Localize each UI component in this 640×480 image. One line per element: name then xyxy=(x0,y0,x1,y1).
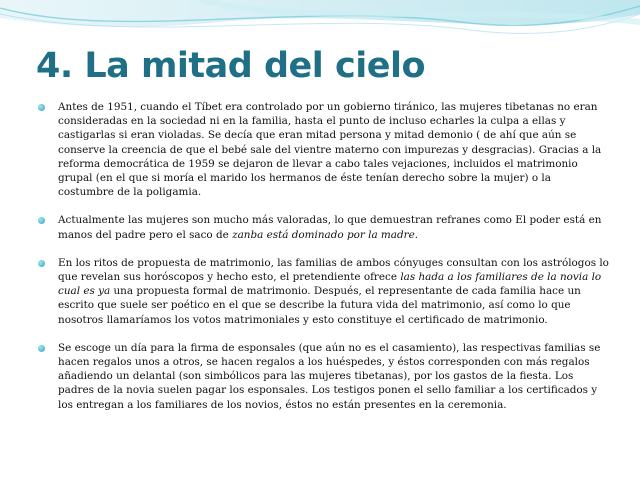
bullet-icon xyxy=(38,217,45,224)
bullet-icon xyxy=(38,104,45,111)
bullet-text: En los ritos de propuesta de matrimonio, las familias de ambos cónyuges consultan con los astrólogos lo que revelan sus horóscopos y hecho esto, el pretendiente ofrece xyxy=(58,256,609,284)
bullet-text: Actualmente las mujeres son mucho más valoradas, lo que demuestran refranes como El poder está en manos del padre pero el saco de xyxy=(58,214,602,241)
slide-title: 4. La mitad del cielo xyxy=(36,46,425,86)
bullet-text-italic: zanba está dominado por la madre. xyxy=(232,228,419,241)
bullet-item xyxy=(38,341,610,412)
bullet-text-italic: las hada a los familiares de la novia lo cual es ya xyxy=(58,271,602,298)
bullet-text: una propuesta formal de matrimonio. Después, el representante de cada familia hace un escrito que suele ser poético en el que se describe la futura vida del matrimonio, así como lo que nosotros llamaríamos los votos matrimoniales y esto constituye el certificado de matrimonio. xyxy=(58,285,581,326)
bullet-item xyxy=(38,100,610,199)
bullet-item xyxy=(38,256,610,327)
bullet-item xyxy=(38,213,610,241)
bullet-text: Se escoge un día para la firma de esponsales (que aún no es el casamiento), las respectivas familias se hacen regalos unos a otros, se hacen regalos a los huéspedes, y éstos corresponden con más regalos añadiendo un delantal (son simbólicos para las mujeres tibetanas), por los gastos de la fiesta. Los padres de la novia suelen pagar los esponsales. Los testigos ponen el sello familiar a los certificados y los entregan a los familiares de los novios, éstos no están presentes en la ceremonia. xyxy=(58,341,601,411)
bullet-list xyxy=(38,100,610,426)
bullet-icon xyxy=(38,260,45,267)
bullet-text: Antes de 1951, cuando el Tíbet era controlado por un gobierno tiránico, las mujeres tibetanas no eran consideradas en la sociedad ni en la familia, hasta el punto de incluso echarles la culpa a ellas y castigarlas si eran violadas. Se decía que eran mitad persona y mitad demonio ( de ahí que aún se conserve la creencia de que el bebé sale del vientre materno con impurezas y desgracias). Gracias a la reforma democrática de 1959 se dejaron de llevar a cabo tales vejaciones, incluidos el matrimonio grupal (en el que si moría el marido los hermanos de éste tenían derecho sobre la mujer) o la costumbre de la poligamia. xyxy=(58,101,602,199)
bullet-icon xyxy=(38,345,45,352)
